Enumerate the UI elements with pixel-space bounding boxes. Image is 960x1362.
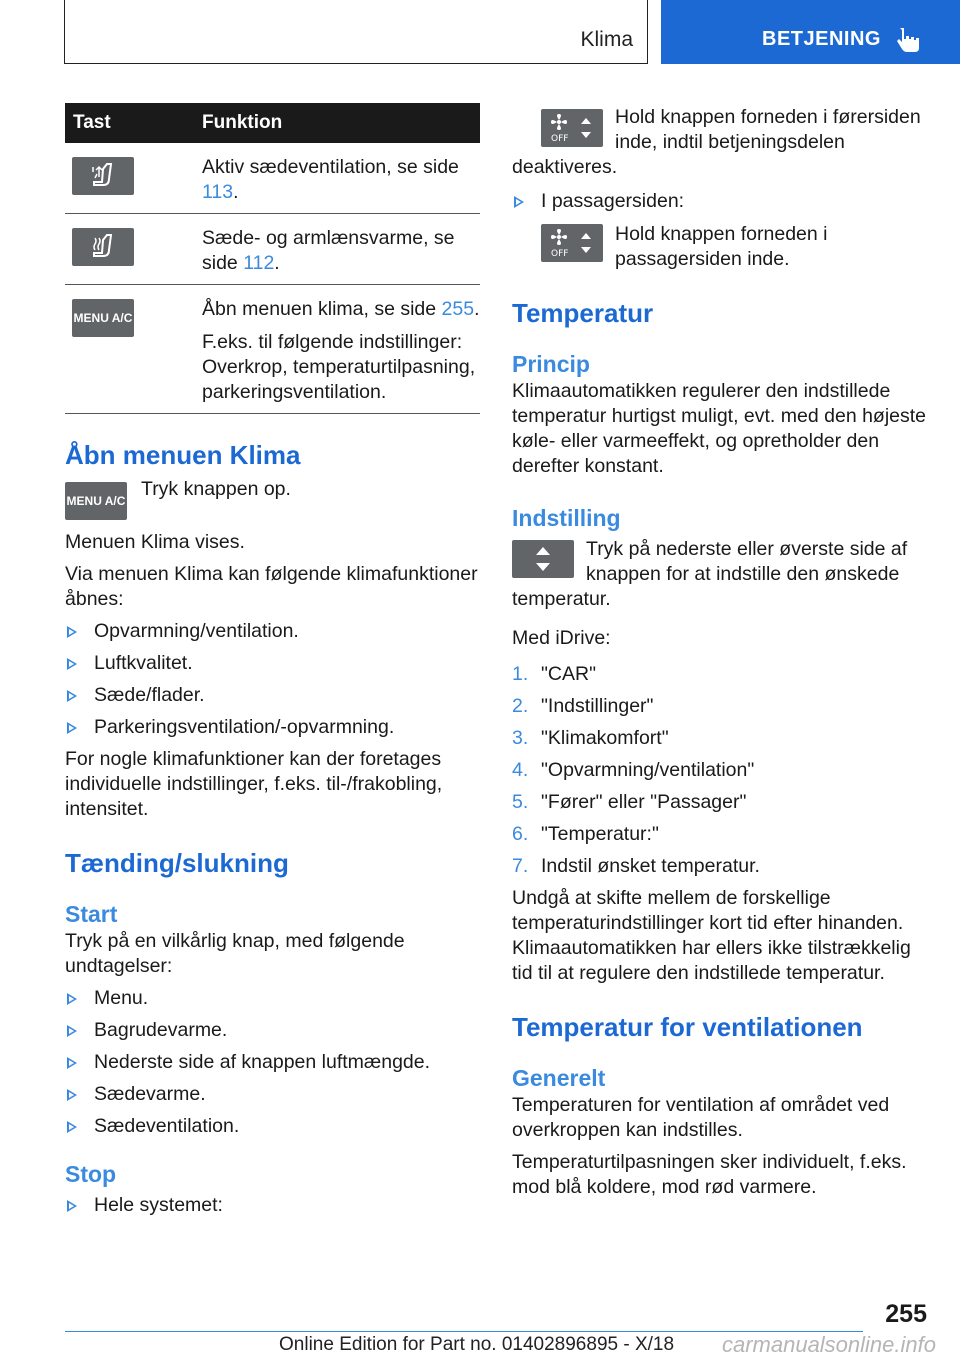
table-row-text: Sæde- og armlænsvarme, se side 112.: [190, 214, 480, 285]
paragraph: For nogle klimafunktioner kan der foretages individuelle indstillinger, f.eks. til-/frakobling, intensitet.: [65, 748, 443, 820]
table-row: [65, 214, 480, 285]
table-row: [65, 143, 480, 214]
page-link[interactable]: 255: [441, 298, 475, 320]
fan-off-icon: [545, 227, 599, 259]
subsection-heading: Princip: [512, 351, 590, 377]
fan-off-button: [541, 109, 603, 147]
paragraph: Med iDrive:: [512, 627, 611, 649]
paragraph: Tryk på en vilkårlig knap, med følgende undtagelser:: [65, 930, 405, 977]
bullet-list: [65, 1193, 480, 1218]
page-number: 255: [885, 1300, 927, 1328]
key-function-table: [65, 103, 480, 414]
menu-ac-label: MENU A/C: [66, 494, 126, 508]
list-item: Sæde/flader.: [65, 683, 480, 708]
subsection-heading: Generelt: [512, 1065, 606, 1091]
watermark: carmanualsonline.info: [721, 1332, 936, 1357]
paragraph: Klimaautomatikken regulerer den indstillede temperatur hurtigst muligt, evt. med den højeste køle- eller varmeeffekt, og opretholder den derefter konstant.: [512, 380, 927, 477]
left-column: [65, 103, 480, 1218]
section-heading: Temperatur for ventilationen: [512, 1012, 863, 1042]
section-heading: Tænding/slukning: [65, 848, 289, 878]
fan-off-icon: [545, 112, 599, 144]
list-item: 5. "Fører" eller "Passager": [512, 791, 747, 813]
paragraph: Undgå at skifte mellem de forskellige temperaturindstillinger kort tid efter hinanden. Klimaautomatikken har ellers ikke tilstrækkelig tid til at regulere den indstillede temperatur.: [512, 887, 911, 984]
list-item: Bagrudevarme.: [65, 1018, 480, 1043]
pointing-hand-icon: [896, 26, 922, 54]
right-column: [512, 103, 927, 1200]
seat-ventilation-button: [72, 157, 134, 195]
paragraph: Temperaturen for ventilation af området ved overkroppen kan indstilles.: [512, 1094, 890, 1141]
paragraph: Temperaturtilpasningen sker individuelt, f.eks. mod blå koldere, mod rød varmere.: [512, 1151, 907, 1198]
menu-ac-label: MENU A/C: [73, 311, 133, 325]
section-tab-label: BETJENING: [762, 28, 881, 50]
svg-text:OFF: OFF: [551, 134, 569, 144]
page-link[interactable]: 112: [243, 252, 275, 274]
section-heading: Åbn menuen Klima: [65, 440, 301, 470]
step-list: [512, 662, 927, 879]
list-item: 4. "Opvarmning/ventilation": [512, 759, 755, 781]
bullet-list: [65, 986, 480, 1139]
list-item: 1. "CAR": [512, 663, 597, 685]
section-heading: Temperatur: [512, 298, 654, 328]
list-item: Menu.: [65, 986, 480, 1011]
list-item: Parkeringsventilation/-opvarmning.: [65, 715, 480, 740]
seat-armrest-heating-button: [72, 228, 134, 266]
up-down-arrows-icon: [528, 543, 558, 575]
svg-text:OFF: OFF: [551, 249, 569, 259]
list-item: Opvarmning/ventilation.: [65, 619, 480, 644]
seat-ventilation-icon: [88, 161, 118, 191]
paragraph: Tryk knappen op.: [141, 478, 291, 500]
bullet-list: [512, 189, 927, 214]
section-title: Klima: [580, 28, 633, 51]
list-item: Hele systemet:: [65, 1193, 480, 1218]
list-item: Sædeventilation.: [65, 1114, 480, 1139]
section-tab[interactable]: [661, 0, 960, 64]
fan-off-button: [541, 224, 603, 262]
list-item: 2. "Indstillinger": [512, 695, 654, 717]
subsection-heading: Start: [65, 901, 118, 927]
paragraph: Hold knappen forneden i passagersiden inde.: [615, 223, 828, 270]
subsection-heading: Stop: [65, 1161, 117, 1187]
list-item: Luftkvalitet.: [65, 651, 480, 676]
list-item: I passagersiden:: [512, 189, 927, 214]
list-item: 6. "Temperatur:": [512, 823, 659, 845]
temperature-rocker-button: [512, 540, 574, 578]
table-header-key: Tast: [65, 103, 190, 143]
edition-text: Online Edition for Part no. 01402896895 - X/18: [279, 1334, 675, 1355]
table-header-function: Funktion: [190, 103, 480, 143]
list-item: Nederste side af knappen luftmængde.: [65, 1050, 480, 1075]
menu-ac-button: [65, 482, 127, 520]
bullet-list: [65, 619, 480, 740]
list-item: Sædevarme.: [65, 1082, 480, 1107]
subsection-heading: Indstilling: [512, 505, 621, 531]
paragraph: Tryk på nederste eller øverste side af knappen for at indstille den ønskede temperatur.: [512, 538, 908, 610]
table-row-text: Aktiv sædeventilation, se side 113.: [190, 143, 480, 214]
table-row: [65, 285, 480, 414]
paragraph: Hold knappen forneden i førersiden inde, indtil betjeningsdelen deaktiveres.: [512, 106, 921, 178]
page-link[interactable]: 113: [202, 181, 234, 203]
header-box: [64, 0, 648, 64]
list-item: 7. Indstil ønsket temperatur.: [512, 855, 760, 877]
paragraph: Via menuen Klima kan følgende klimafunktioner åbnes:: [65, 563, 478, 610]
list-item: 3. "Klimakomfort": [512, 727, 669, 749]
menu-ac-button: [72, 299, 134, 337]
paragraph: Menuen Klima vises.: [65, 531, 245, 553]
seat-armrest-heating-icon: [88, 232, 118, 262]
table-row-text: Åbn menuen klima, se side 255. F.eks. til følgende indstillinger: Overkrop, temperaturtilpasning, parkeringsventilation.: [190, 285, 480, 414]
